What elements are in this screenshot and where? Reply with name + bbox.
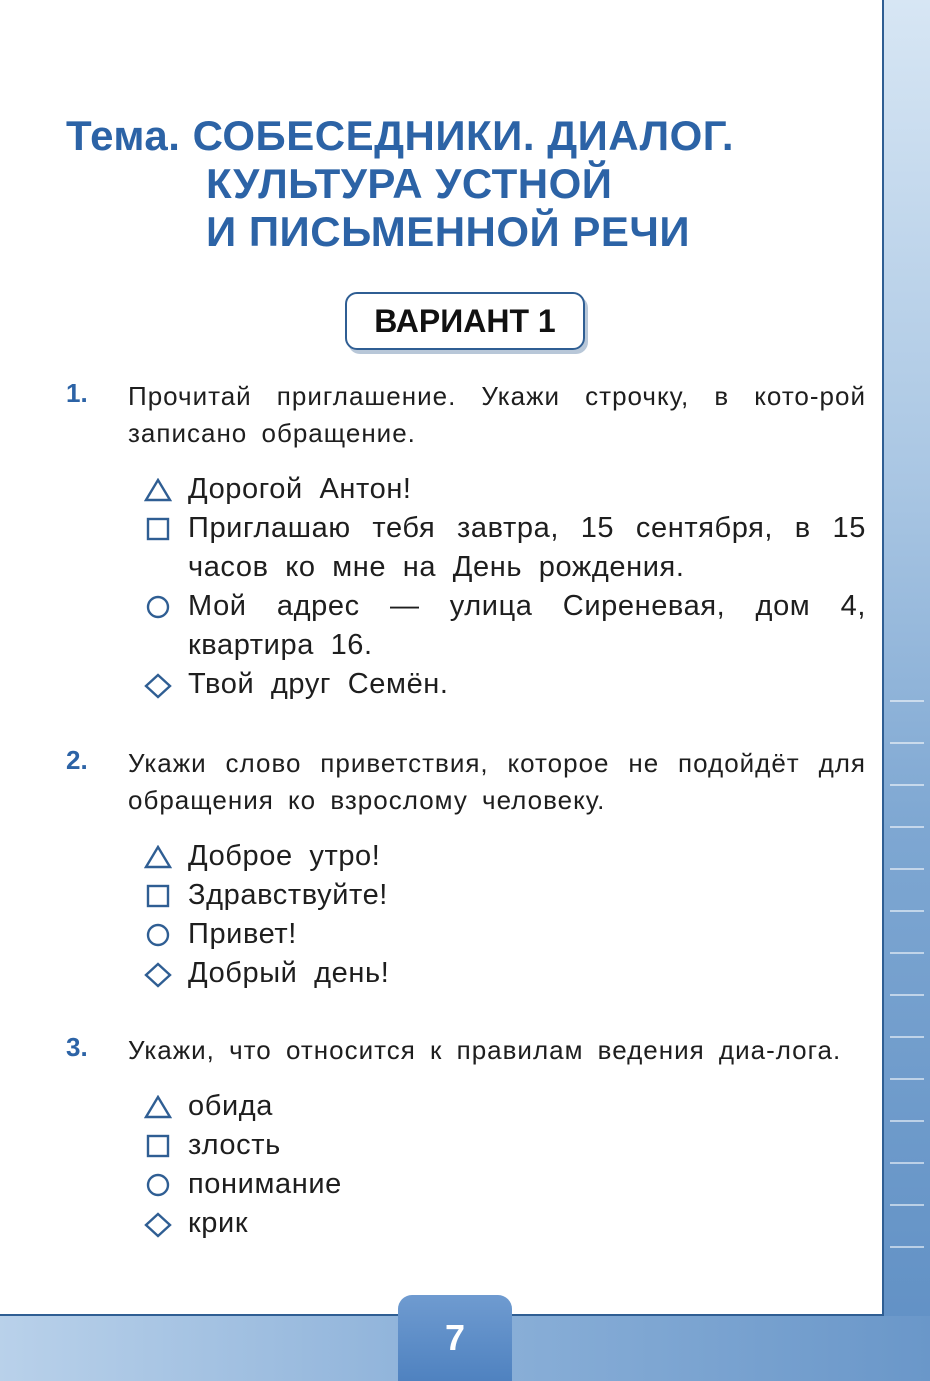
variant-badge: ВАРИАНТ 1 [345,292,585,350]
answer-option[interactable] [128,587,866,665]
answer-option[interactable] [128,837,866,876]
triangle-icon[interactable] [128,1087,188,1119]
question-1 [66,378,866,704]
answer-option[interactable] [128,665,866,704]
circle-icon[interactable] [128,1165,188,1197]
circle-icon[interactable] [128,587,188,619]
answer-option[interactable] [128,876,866,915]
question-text: Прочитай приглашение. Укажи строчку, в кото-рой записано обращение. [128,381,866,448]
diamond-icon[interactable] [128,1204,188,1238]
option-text: Приглашаю тебя завтра, 15 сентября, в 15 часов ко мне на День рождения. [188,512,866,583]
square-icon[interactable] [128,1126,188,1158]
option-text: Добрый день! [188,957,390,989]
answer-options [128,837,866,993]
answer-option[interactable] [128,1204,866,1243]
option-text: Мой адрес — улица Сиреневая, дом 4, квартира 16. [188,590,866,661]
question-text: Укажи слово приветствия, которое не подойдёт для обращения ко взрослому человеку. [128,748,866,815]
title-prefix: Тема. [66,112,181,159]
diamond-icon[interactable] [128,665,188,699]
question-3 [66,1032,866,1243]
option-text: крик [188,1207,249,1239]
title-line-1: СОБЕСЕДНИКИ. ДИАЛОГ. [192,112,735,159]
answer-option[interactable] [128,1165,866,1204]
answer-option[interactable] [128,915,866,954]
question-2 [66,745,866,993]
option-text: Дорогой Антон! [188,473,412,505]
page-number: 7 [398,1295,512,1381]
option-text: Привет! [188,918,297,950]
option-text: Доброе утро! [188,840,381,872]
square-icon[interactable] [128,876,188,908]
title-line-3: И ПИСЬМЕННОЙ РЕЧИ [206,208,691,255]
question-number: 3. [66,1032,88,1062]
answer-options [128,1087,866,1243]
title-line-2: КУЛЬТУРА УСТНОЙ [206,160,613,207]
circle-icon[interactable] [128,915,188,947]
answer-option[interactable] [128,470,866,509]
answer-option[interactable] [128,1126,866,1165]
answer-option[interactable] [128,954,866,993]
option-text: злость [188,1129,281,1161]
option-text: понимание [188,1168,342,1200]
option-text: Твой друг Семён. [188,668,449,700]
option-text: Здравствуйте! [188,879,388,911]
diamond-icon[interactable] [128,954,188,988]
question-number: 2. [66,745,88,775]
page-title [66,112,866,256]
question-number: 1. [66,378,88,408]
question-text: Укажи, что относится к правилам ведения диа-лога. [128,1035,842,1065]
triangle-icon[interactable] [128,837,188,869]
answer-option[interactable] [128,509,866,587]
answer-options [128,470,866,704]
decorative-side-border [884,0,930,1381]
square-icon[interactable] [128,509,188,541]
triangle-icon[interactable] [128,470,188,502]
answer-option[interactable] [128,1087,866,1126]
option-text: обида [188,1090,273,1122]
